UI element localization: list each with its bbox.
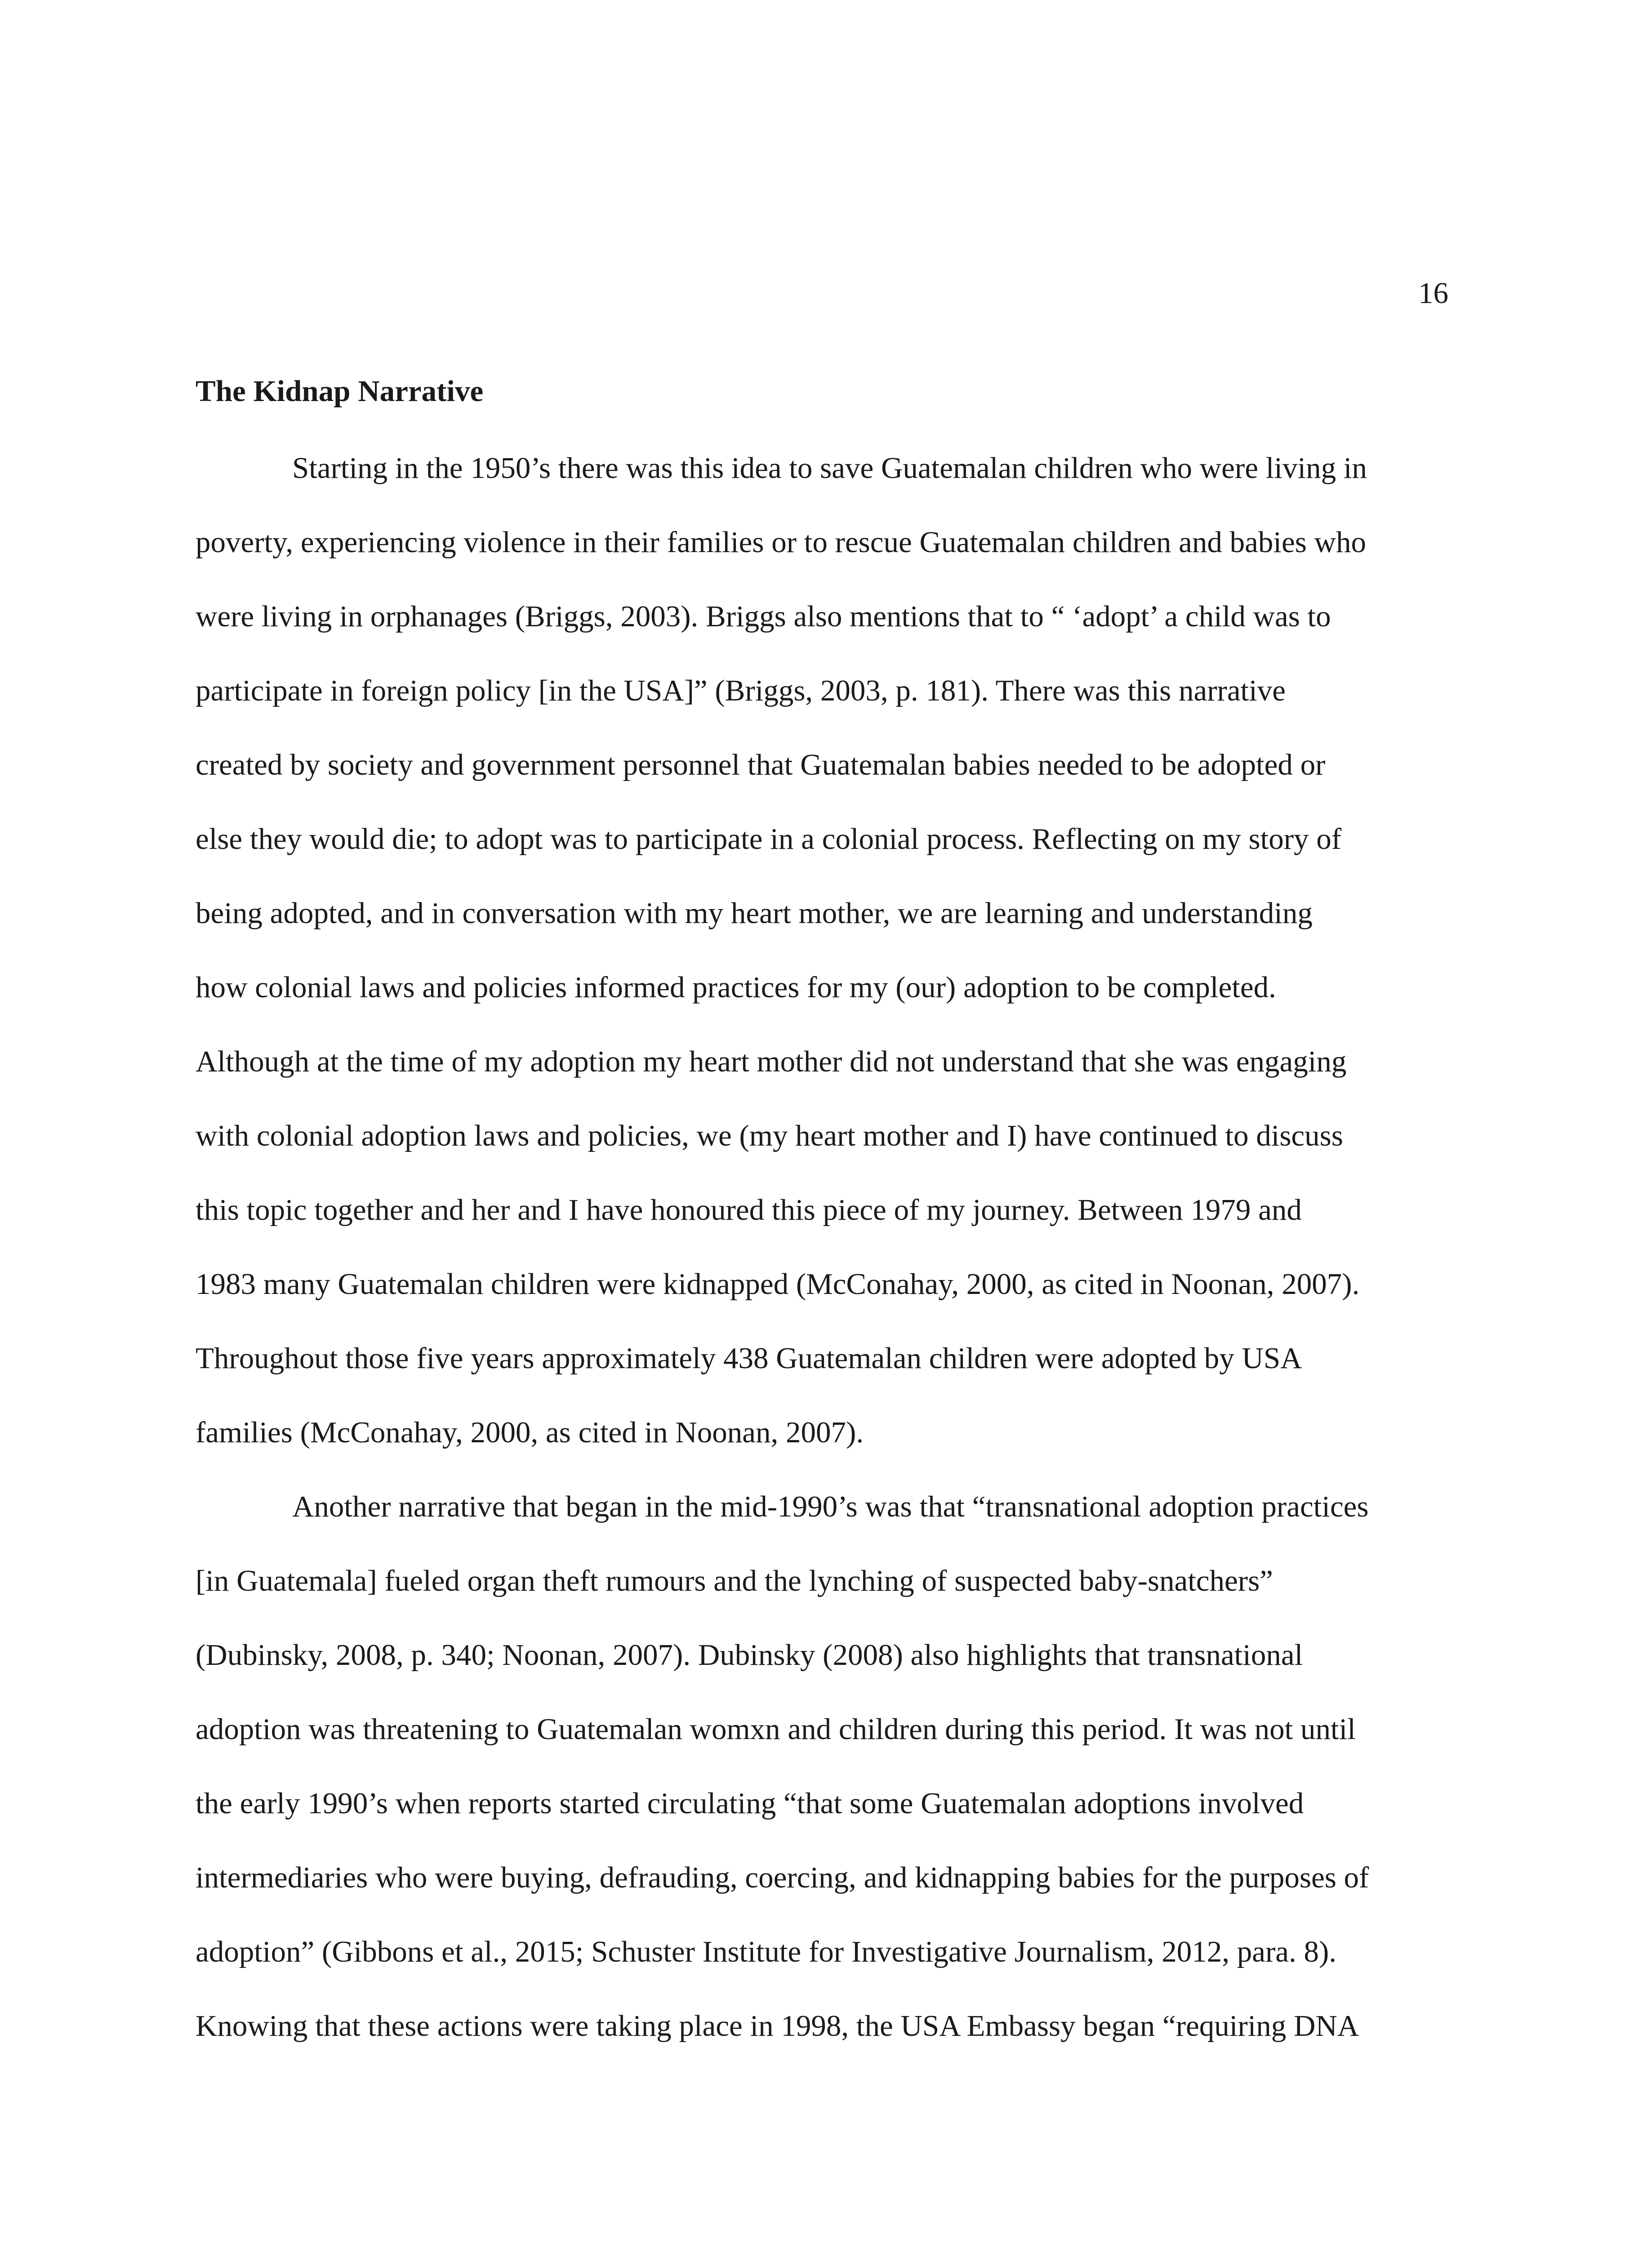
paragraph-line: Although at the time of my adoption my heart mother did not understand that she was engaging	[196, 1045, 1347, 1078]
paragraph-line: with colonial adoption laws and policies, we (my heart mother and I) have continued to discuss	[196, 1119, 1343, 1152]
paragraph-line: Throughout those five years approximately 438 Guatemalan children were adopted by USA	[196, 1342, 1302, 1375]
paragraph-line: participate in foreign policy [in the USA]” (Briggs, 2003, p. 181). There was this narrative	[196, 674, 1286, 707]
paragraph-line: adoption was threatening to Guatemalan womxn and children during this period. It was not until	[196, 1713, 1356, 1746]
paragraph-line: the early 1990’s when reports started circulating “that some Guatemalan adoptions involved	[196, 1787, 1304, 1820]
paragraph-line: Starting in the 1950’s there was this idea to save Guatemalan children who were living in	[292, 451, 1367, 485]
paragraph-line: Knowing that these actions were taking place in 1998, the USA Embassy began “requiring DNA	[196, 2009, 1359, 2043]
paragraph-line: [in Guatemala] fueled organ theft rumours and the lynching of suspected baby-snatchers”	[196, 1564, 1273, 1597]
page-number: 16	[1418, 277, 1448, 310]
section-heading: The Kidnap Narrative	[196, 375, 484, 408]
paragraph-line: (Dubinsky, 2008, p. 340; Noonan, 2007). Dubinsky (2008) also highlights that transnational	[196, 1638, 1303, 1672]
paragraph-line: this topic together and her and I have honoured this piece of my journey. Between 1979 and	[196, 1193, 1302, 1227]
paragraph-line: intermediaries who were buying, defrauding, coercing, and kidnapping babies for the purposes of	[196, 1861, 1369, 1894]
paragraph-line: 1983 many Guatemalan children were kidnapped (McConahay, 2000, as cited in Noonan, 2007).	[196, 1267, 1360, 1301]
paragraph-line: were living in orphanages (Briggs, 2003). Briggs also mentions that to “ ‘adopt’ a child was to	[196, 600, 1331, 633]
paragraph-line: adoption” (Gibbons et al., 2015; Schuster Institute for Investigative Journalism, 2012, para. 8).	[196, 1935, 1337, 1968]
paragraph-line: Another narrative that began in the mid-1990’s was that “transnational adoption practices	[292, 1490, 1369, 1523]
paragraph-line: how colonial laws and policies informed practices for my (our) adoption to be completed.	[196, 971, 1276, 1004]
paragraph-line: being adopted, and in conversation with my heart mother, we are learning and understanding	[196, 897, 1313, 930]
paragraph-line: families (McConahay, 2000, as cited in Noonan, 2007).	[196, 1416, 864, 1449]
paragraph-line: poverty, experiencing violence in their families or to rescue Guatemalan children and babies who	[196, 526, 1366, 559]
paragraph-line: else they would die; to adopt was to participate in a colonial process. Reflecting on my story of	[196, 822, 1342, 856]
paragraph-line: created by society and government personnel that Guatemalan babies needed to be adopted or	[196, 748, 1326, 781]
